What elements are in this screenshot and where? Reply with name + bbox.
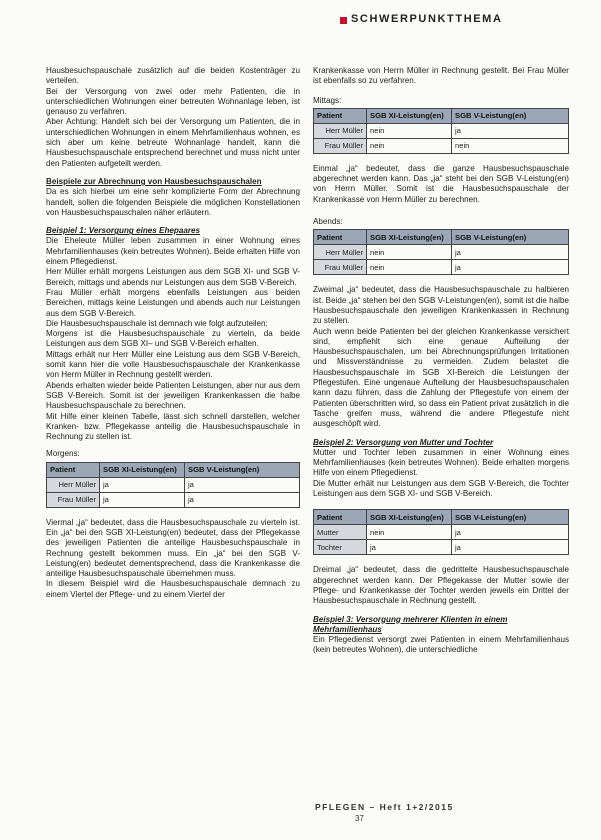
table-abends	[313, 229, 569, 275]
table-row	[314, 260, 569, 275]
paragraph: Morgens ist die Hausbesuchspauschale zu vierteln, da beide Leistungen aus dem SGB XI– und SGB V-Bereich erhalten.	[46, 329, 300, 349]
table-header-cell: SGB XI-Leistung(en)	[367, 510, 452, 525]
right-column	[313, 66, 569, 656]
table-label-abends: Abends:	[313, 217, 343, 227]
table-row	[314, 540, 569, 555]
magazine-issue: PFLEGEN – Heft 1+2/2015	[315, 802, 454, 812]
table-cell: nein	[367, 525, 452, 540]
section-marker-square	[340, 17, 347, 24]
table-header-cell: SGB V-Leistung(en)	[452, 108, 569, 123]
table-cell: ja	[452, 245, 569, 260]
table-header-cell: SGB V-Leistung(en)	[185, 462, 300, 477]
table-header-cell: Patient	[314, 108, 367, 123]
table-header-cell: Patient	[314, 230, 367, 245]
table-header-cell: SGB V-Leistung(en)	[452, 510, 569, 525]
table-cell: Herr Müller	[47, 477, 100, 492]
paragraph: Die Eheleute Müller leben zusammen in einer Wohnung eines Mehrfamilienhauses (kein betreutes Wohnen). Beide erhalten Hilfe von einem Pflegedienst.	[46, 236, 300, 267]
table-header-cell: Patient	[47, 462, 100, 477]
paragraph: Die Mutter erhält nur Leistungen aus dem SGB V-Bereich, die Tochter Leistungen aus dem SGB XI- und SGB V-Bereich.	[313, 478, 569, 499]
paragraph: Abends erhalten wieder beide Patienten Leistungen, aber nur aus dem SGB V-Bereich. Somit ist der jeweiligen Krankenkassen die halbe Hausbesuchspauschale zu berechnen.	[46, 380, 300, 411]
table-row	[314, 525, 569, 540]
paragraph: Auch wenn beide Patienten bei der gleichen Krankenkasse versichert sind, empfiehlt sich eine genaue Aufteilung der Hausbesuchspauschalen, um bei Abrechnungsprüfungen Irritationen und Missverständnisse zu vermeiden. Zudem belastet die Hausbesuchspauschale im SGB XI-Bereich die Leistungen der Pflegestufen. Eine ungenaue Aufteilung der Hausbesuchspauschalen kann dazu führen, dass die Zahlung der Pflegestufe von einem der Patienten überschritten wird, so dass ein Patient privat zusätzlich in die Tasche greifen muss, während die andere Pflegestufe nicht ausgeschöpft wird.	[313, 326, 569, 429]
table-header-cell: Patient	[314, 510, 367, 525]
table-header-cell: SGB XI-Leistung(en)	[367, 108, 452, 123]
table-row	[314, 245, 569, 260]
table-row	[314, 123, 569, 138]
example-heading: Beispiel 1: Versorgung eines Ehepaares	[46, 226, 200, 236]
paragraph: Dreimal „ja“ bedeutet, dass die gedrittelte Hausbesuchspauschale abgerechnet werden kann. Der Pflegekasse der Mutter sowie der Pflege- und Krankenkasse der Tochter werden jeweils ein Drittel der Hausbesuchspauschale in Rechnung gestellt.	[313, 565, 569, 606]
table-cell: ja	[452, 525, 569, 540]
table-cell: Mutter	[314, 525, 367, 540]
paragraph: Bei der Versorgung von zwei oder mehr Patienten, die in unterschiedlichen Wohnungen einer betreuten Wohnanlage leben, ist genauso zu verfahren.	[46, 86, 300, 117]
table-header-cell: SGB V-Leistung(en)	[452, 230, 569, 245]
table-cell: nein	[367, 123, 452, 138]
table-cell: ja	[452, 260, 569, 275]
table-header-cell: SGB XI-Leistung(en)	[100, 462, 185, 477]
paragraph: Einmal „ja“ bedeutet, dass die ganze Hausbesuchspauschale abgerechnet werden kann. Das „ja“ steht bei den SGB V-Leistung(en) von Herrn Müller. Somit ist die Hausbesuchspauschale der Krankenkasse von Herrn Müller zu berechnen.	[313, 163, 569, 204]
paragraph: Mittags erhält nur Herr Müller eine Leistung aus dem SGB V-Bereich, somit kann hier die volle Hausbesuchspauschale der Krankenkasse von Herrn Müller in Rechnung gestellt werden.	[46, 349, 300, 380]
paragraph: Hausbesuchspauschale zusätzlich auf die beiden Kostenträger zu verteilen.	[46, 66, 300, 86]
section-header	[340, 14, 591, 29]
table-header-cell: SGB XI-Leistung(en)	[367, 230, 452, 245]
example-heading: Beispiel 2: Versorgung von Mutter und Tochter	[313, 437, 494, 447]
table-row	[47, 477, 300, 492]
table-cell: Frau Müller	[314, 260, 367, 275]
table-row	[314, 138, 569, 153]
table-cell: ja	[185, 492, 300, 507]
paragraph: Zweimal „ja“ bedeutet, dass die Hausbesuchspauschale zu halbieren ist. Beide „ja“ stehen bei den SGB V-Leistungen(en), somit ist die halbe Hausbesuchspauschale den jeweiligen Krankenkassen in Rechnung zu stellen.	[313, 285, 569, 326]
table-morgens	[46, 462, 300, 508]
table-cell: ja	[452, 540, 569, 555]
table-cell: Tochter	[314, 540, 367, 555]
page-number: 37	[355, 814, 364, 823]
table-label-mittags: Mittags:	[313, 95, 342, 105]
table-cell: ja	[185, 477, 300, 492]
paragraph: Krankenkasse von Herrn Müller in Rechnung gestellt. Bei Frau Müller ist ebenfalls so zu verfahren.	[313, 66, 569, 86]
table-cell: ja	[452, 123, 569, 138]
table-cell: ja	[100, 492, 185, 507]
paragraph: In diesem Beispiel wird die Hausbesuchspauschale demnach zu einem Viertel der Pflege- und zu einem Viertel der	[46, 579, 300, 599]
table-cell: nein	[367, 245, 452, 260]
paragraph: Viermal „ja“ bedeutet, dass die Hausbesuchspauschale zu vierteln ist. Ein „ja“ bei den SGB XI-Leistung(en) bedeutet, dass der Pflegekasse des jeweiligen Patienten die anteilige Hausbesuchspauschale in Rechnung gestellt bekommen muss. Ein „ja“ bei den SGB V-Leistung(en) bedeutet dementsprechend, dass die Krankenkasse die anteilige Hausbesuchspauschale übernehmen muss.	[46, 517, 300, 579]
table-cell: nein	[367, 138, 452, 153]
paragraph: Da es sich hierbei um eine sehr komplizierte Form der Abrechnung handelt, sollen die folgenden Beispiele die möglichen Konstellationen von Hausbesuchspauschalen näher erläutern.	[46, 187, 300, 217]
table-mutter-tochter	[313, 509, 569, 555]
table-cell: Herr Müller	[314, 123, 367, 138]
paragraph: Aber Achtung: Handelt sich bei der Versorgung um Patienten, die in unterschiedlichen Wohnungen in einem Mehrfamilienhaus wohnen, es sich aber um keine betreute Wohnanlage handelt, kann die Hausbesuchspauschale entsprechend berechnet und muss nicht unter den Patienten aufgeteilt werden.	[46, 117, 300, 168]
section-title: SCHWERPUNKTTHEMA	[351, 13, 503, 25]
table-label-morgens: Morgens:	[46, 449, 80, 459]
table-cell: Herr Müller	[314, 245, 367, 260]
table-cell: nein	[367, 260, 452, 275]
section-heading: Beispiele zur Abrechnung von Hausbesuchspauschalen	[46, 176, 262, 186]
example-heading: Beispiel 3: Versorgung mehrerer Klienten in einem Mehrfamilienhaus	[313, 614, 508, 634]
paragraph: Frau Müller erhält morgens ebenfalls Leistungen aus beiden Bereichen, mittags keine Leistungen und abends auch nur Leistungen aus dem SGB V-Bereich.	[46, 287, 300, 318]
table-cell: Frau Müller	[47, 492, 100, 507]
left-column	[46, 66, 300, 600]
paragraph: Ein Pflegedienst versorgt zwei Patienten in einem Mehrfamilienhaus (kein betreutes Wohnen), die unterschiedliche	[313, 635, 569, 655]
table-mittags	[313, 108, 569, 154]
table-row	[47, 492, 300, 507]
paragraph: Mit Hilfe einer kleinen Tabelle, lässt sich schnell darstellen, welcher Kranken- bzw. Pflegekasse anteilig die Hausbesuchspauschale in Rechnung zu stellen ist.	[46, 411, 300, 442]
paragraph: Mutter und Tochter leben zusammen in einer Wohnung eines Mehrfamilienhauses (kein betreutes Wohnen). Beide erhalten morgens Hilfe von einem Pflegedienst.	[313, 447, 569, 478]
table-cell: ja	[100, 477, 185, 492]
paragraph: Herr Müller erhält morgens Leistungen aus dem SGB XI- und SGB V-Bereich, mittags und abends nur Leistungen aus dem SGB V-Bereich.	[46, 267, 300, 287]
table-cell: nein	[452, 138, 569, 153]
paragraph: Die Hausbesuchspauschale ist demnach wie folgt aufzuteilen:	[46, 318, 268, 328]
table-cell: Frau Müller	[314, 138, 367, 153]
table-cell: ja	[367, 540, 452, 555]
